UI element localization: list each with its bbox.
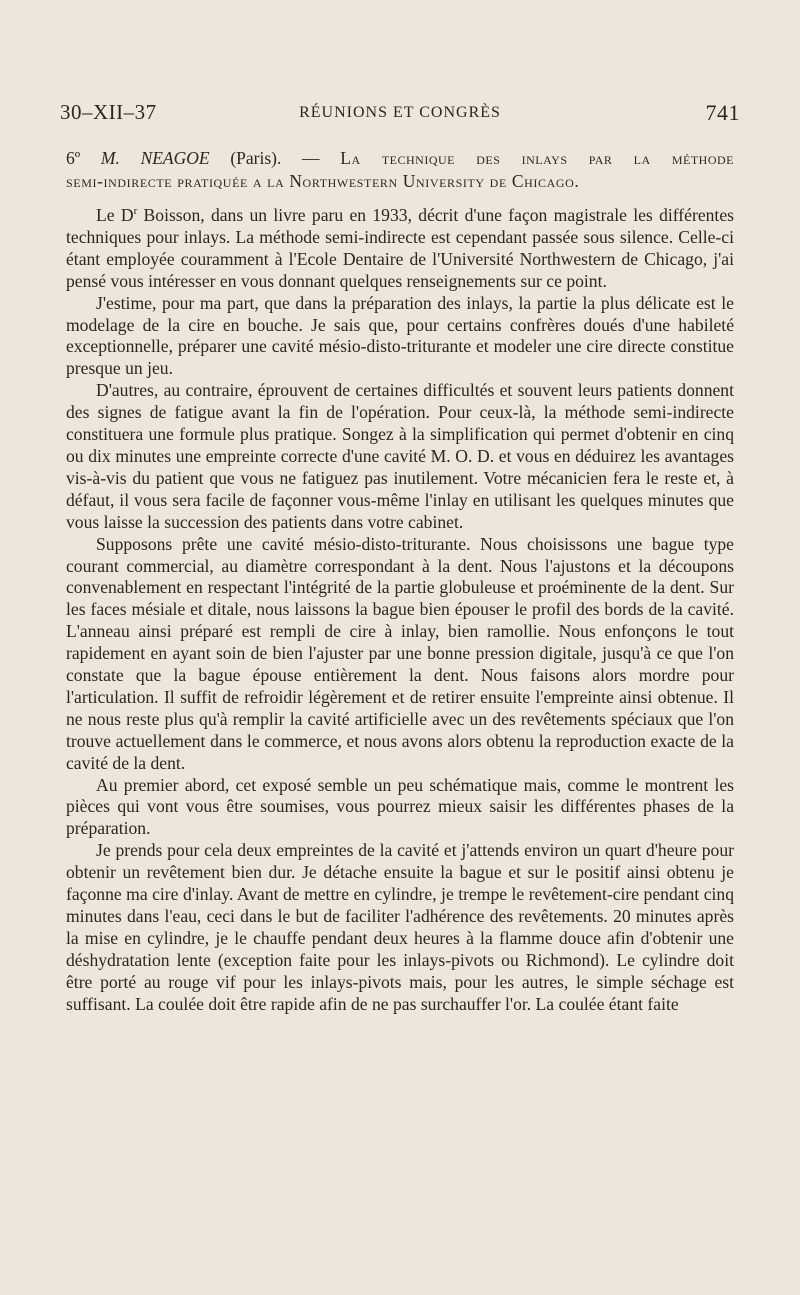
article-body [66, 147, 734, 1016]
paragraph-1-superscript: r [133, 205, 138, 218]
article-heading [66, 147, 734, 193]
paragraph-1-start: Le D [96, 205, 134, 225]
page-number: 741 [705, 100, 740, 125]
heading-author: M. NEAGOE [100, 148, 210, 168]
heading-title-line2: semi-indirecte pratiquée a la Northwestern University de Chicago. [66, 171, 580, 191]
heading-place: (Paris). — [230, 148, 320, 168]
header-date: 30–XII–37 [60, 100, 157, 124]
heading-number: 6º [66, 148, 81, 168]
paragraph-6: Je prends pour cela deux empreintes de la cavité et j'attends environ un quart d'heure pour obtenir un revêtement bien dur. Je détache ensuite la bague et sur le positif ainsi obtenu je façonne ma cire d'inlay. Avant de mettre en cylindre, je trempe le revêtement-cire pendant cinq minutes dans l'eau, ceci dans le but de faciliter l'adhérence des revêtements. 20 minutes après la mise en cylindre, je le chauffe pendant deux heures à la flamme douce afin d'obtenir une déshydratation lente (exception faite pour les inlays-pivots ou Richmond). Le cylindre doit être porté au rouge vif pour les inlays-pivots mais, pour les autres, le simple séchage est suffisant. La coulée doit être rapide afin de ne pas surchauffer l'or. La coulée étant faite [66, 840, 734, 1014]
header-section-title: RÉUNIONS ET CONGRÈS [299, 104, 501, 121]
paragraph-1 [66, 205, 734, 293]
paragraph-4: Supposons prête une cavité mésio-disto-triturante. Nous choisissons une bague type courant commercial, au diamètre correspondant à la dent. Nous l'ajustons et la découpons convenablement en respectant l'intégrité de la partie globuleuse et proéminente de la dent. Sur les faces mésiale et ditale, nous laissons la bague bien épouser le profil des bords de la cavité. L'anneau ainsi préparé est rempli de cire à inlay, bien ramollie. Nous enfonçons le tout rapidement en ayant soin de bien l'ajuster par une bonne pression digitale, jusqu'à ce que l'on constate que la bague épouse entièrement la dent. Nous faisons alors mordre pour l'articulation. Il suffit de refroidir légèrement et de retirer ensuite l'empreinte ainsi obtenue. Il ne nous reste plus qu'à remplir la cavité artificielle avec un des revêtements spéciaux que l'on trouve actuellement dans le commerce, et nous avons alors obtenu la reproduction exacte de la cavité de la dent. [66, 533, 734, 773]
paragraph-1-rest: Boisson, dans un livre paru en 1933, décrit d'une façon magistrale les différentes techniques pour inlays. La méthode semi-indirecte est cependant passée sous silence. Celle-ci étant employée couramment à l'Ecole Dentaire de l'Université Northwestern de Chicago, j'ai pensé vous intéresser en vous donnant quelques renseignements sur ce point. [66, 205, 734, 291]
running-header [60, 100, 740, 130]
heading-title-line1: La technique des inlays par la méthode [340, 148, 735, 168]
paragraph-2: J'estime, pour ma part, que dans la préparation des inlays, la partie la plus délicate est le modelage de la cire en bouche. Je sais que, pour certains confrères doués d'une habileté exceptionnelle, préparer une cavité mésio-disto-triturante et modeler une cire directe constitue presque un jeu. [66, 292, 734, 379]
paragraph-5: Au premier abord, cet exposé semble un peu schématique mais, comme le montrent les pièces qui vont vous être soumises, vous pourrez mieux saisir les différentes phases de la préparation. [66, 774, 734, 839]
paragraph-3: D'autres, au contraire, éprouvent de certaines difficultés et souvent leurs patients donnent des signes de fatigue avant la fin de l'opération. Pour ceux-là, la méthode semi-indirecte constituera une formule plus pratique. Songez à la simplification qui permet d'obtenir en cinq ou dix minutes une empreinte correcte d'une cavité M. O. D. et vous en déduirez les avantages vis-à-vis du patient que vous ne fatiguez pas inutilement. Votre mécanicien fera le reste et, à défaut, il vous sera facile de façonner vous-même l'inlay en utilisant les quelques minutes que vous laisse la succession des patients dans votre cabinet. [66, 380, 734, 532]
